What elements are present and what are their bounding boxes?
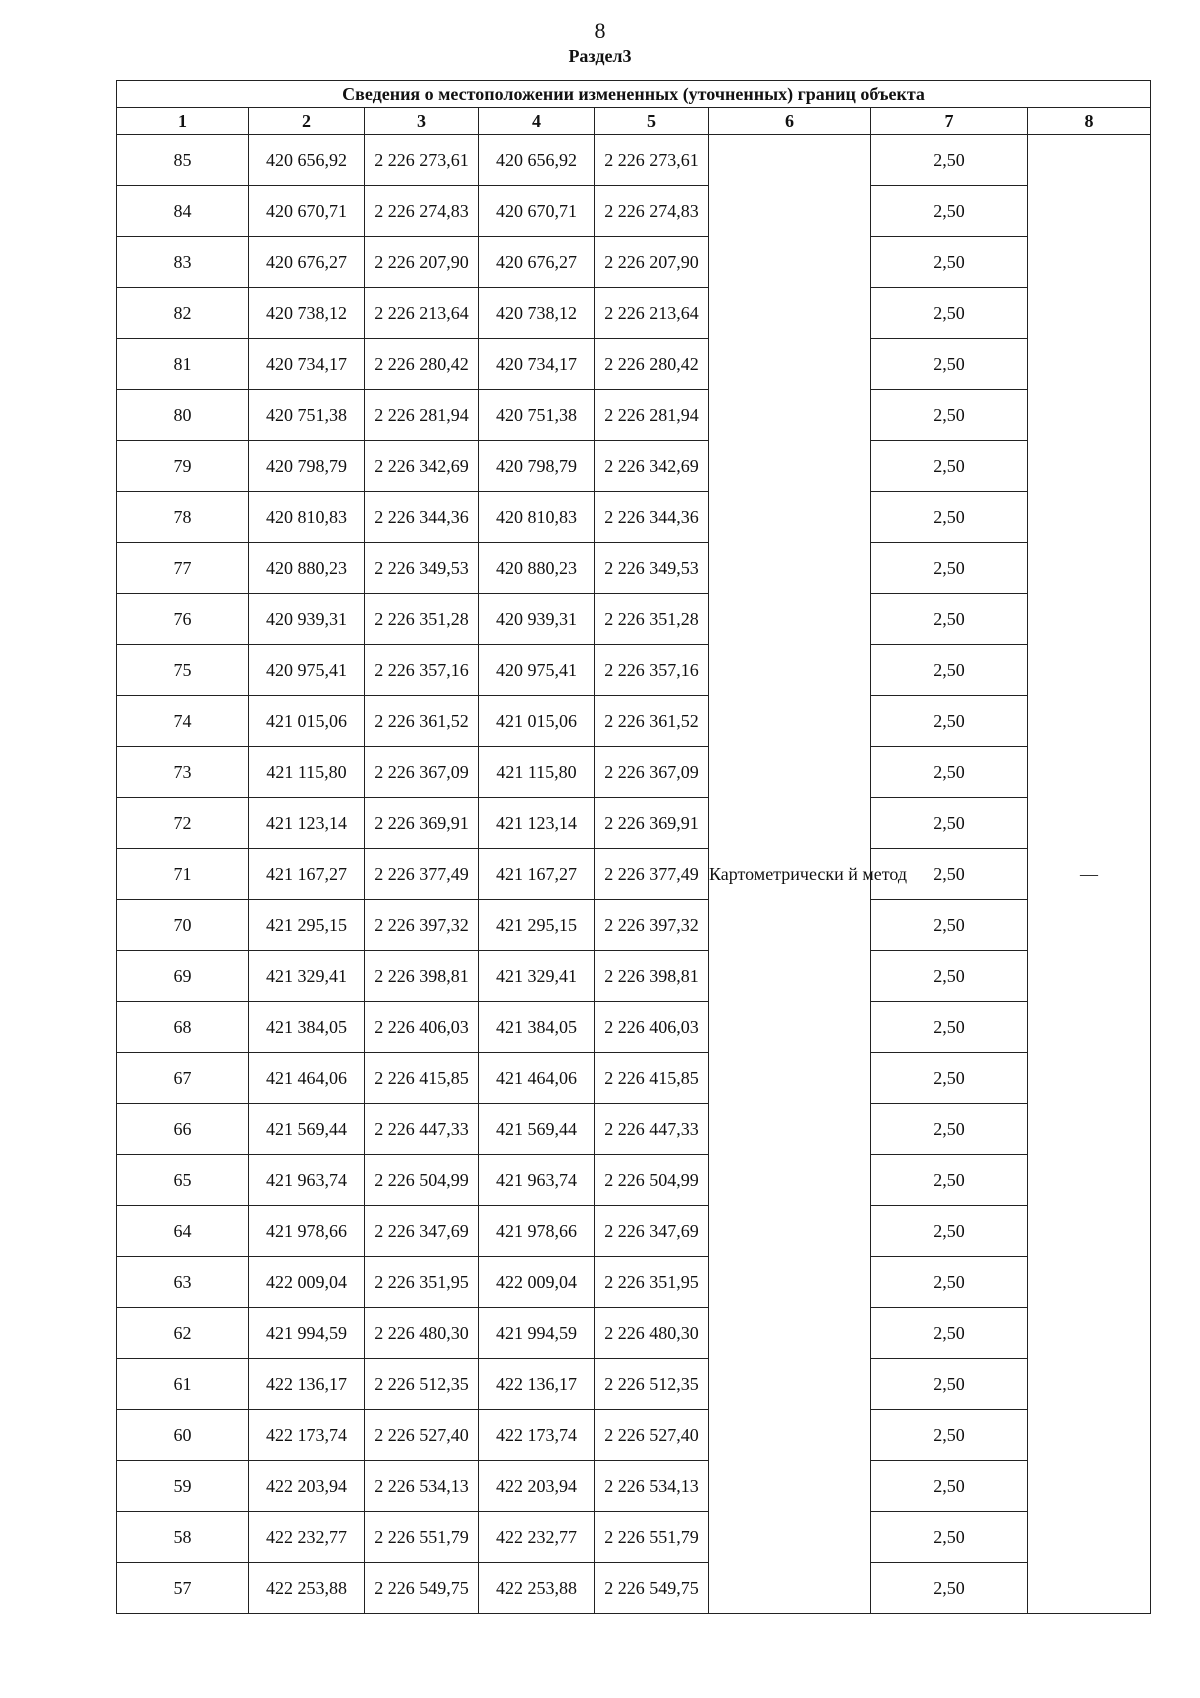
y-specified-cell: 2 226 280,42 bbox=[595, 339, 709, 390]
x-existing-cell: 420 939,31 bbox=[249, 594, 365, 645]
x-specified-cell: 420 751,38 bbox=[479, 390, 595, 441]
x-existing-cell: 420 975,41 bbox=[249, 645, 365, 696]
point-number-cell: 77 bbox=[117, 543, 249, 594]
y-existing-cell: 2 226 344,36 bbox=[365, 492, 479, 543]
table-body bbox=[117, 135, 1151, 1614]
y-existing-cell: 2 226 549,75 bbox=[365, 1563, 479, 1614]
x-existing-cell: 420 676,27 bbox=[249, 237, 365, 288]
x-specified-cell: 420 676,27 bbox=[479, 237, 595, 288]
point-number-cell: 69 bbox=[117, 951, 249, 1002]
y-specified-cell: 2 226 273,61 bbox=[595, 135, 709, 186]
table-row bbox=[117, 1257, 1151, 1308]
y-existing-cell: 2 226 273,61 bbox=[365, 135, 479, 186]
y-specified-cell: 2 226 361,52 bbox=[595, 696, 709, 747]
y-specified-cell: 2 226 527,40 bbox=[595, 1410, 709, 1461]
y-specified-cell: 2 226 349,53 bbox=[595, 543, 709, 594]
x-existing-cell: 421 167,27 bbox=[249, 849, 365, 900]
x-existing-cell: 420 880,23 bbox=[249, 543, 365, 594]
section-title: Раздел3 bbox=[568, 46, 632, 66]
accuracy-cell: 2,50 bbox=[871, 492, 1028, 543]
x-specified-cell: 422 173,74 bbox=[479, 1410, 595, 1461]
point-number-cell: 72 bbox=[117, 798, 249, 849]
y-existing-cell: 2 226 480,30 bbox=[365, 1308, 479, 1359]
table-row bbox=[117, 900, 1151, 951]
table-row bbox=[117, 798, 1151, 849]
accuracy-cell: 2,50 bbox=[871, 390, 1028, 441]
point-number-cell: 84 bbox=[117, 186, 249, 237]
y-existing-cell: 2 226 274,83 bbox=[365, 186, 479, 237]
y-existing-cell: 2 226 342,69 bbox=[365, 441, 479, 492]
y-specified-cell: 2 226 213,64 bbox=[595, 288, 709, 339]
x-existing-cell: 420 798,79 bbox=[249, 441, 365, 492]
accuracy-cell: 2,50 bbox=[871, 951, 1028, 1002]
point-number-cell: 82 bbox=[117, 288, 249, 339]
accuracy-cell: 2,50 bbox=[871, 849, 1028, 900]
x-specified-cell: 422 232,77 bbox=[479, 1512, 595, 1563]
y-specified-cell: 2 226 534,13 bbox=[595, 1461, 709, 1512]
point-number-cell: 79 bbox=[117, 441, 249, 492]
x-specified-cell: 420 670,71 bbox=[479, 186, 595, 237]
y-existing-cell: 2 226 534,13 bbox=[365, 1461, 479, 1512]
point-number-cell: 59 bbox=[117, 1461, 249, 1512]
y-existing-cell: 2 226 207,90 bbox=[365, 237, 479, 288]
x-existing-cell: 421 015,06 bbox=[249, 696, 365, 747]
y-existing-cell: 2 226 369,91 bbox=[365, 798, 479, 849]
x-specified-cell: 420 734,17 bbox=[479, 339, 595, 390]
y-specified-cell: 2 226 551,79 bbox=[595, 1512, 709, 1563]
y-specified-cell: 2 226 377,49 bbox=[595, 849, 709, 900]
column-number: 6 bbox=[709, 108, 871, 135]
point-number-cell: 81 bbox=[117, 339, 249, 390]
point-number-cell: 68 bbox=[117, 1002, 249, 1053]
x-existing-cell: 422 253,88 bbox=[249, 1563, 365, 1614]
x-specified-cell: 421 963,74 bbox=[479, 1155, 595, 1206]
accuracy-cell: 2,50 bbox=[871, 1461, 1028, 1512]
x-specified-cell: 422 253,88 bbox=[479, 1563, 595, 1614]
accuracy-cell: 2,50 bbox=[871, 1359, 1028, 1410]
point-number-cell: 66 bbox=[117, 1104, 249, 1155]
column-number: 4 bbox=[479, 108, 595, 135]
y-specified-cell: 2 226 504,99 bbox=[595, 1155, 709, 1206]
y-specified-cell: 2 226 369,91 bbox=[595, 798, 709, 849]
y-existing-cell: 2 226 447,33 bbox=[365, 1104, 479, 1155]
accuracy-cell: 2,50 bbox=[871, 1002, 1028, 1053]
table-row bbox=[117, 390, 1151, 441]
accuracy-cell: 2,50 bbox=[871, 900, 1028, 951]
y-specified-cell: 2 226 367,09 bbox=[595, 747, 709, 798]
x-existing-cell: 422 136,17 bbox=[249, 1359, 365, 1410]
table-row bbox=[117, 492, 1151, 543]
accuracy-cell: 2,50 bbox=[871, 543, 1028, 594]
y-existing-cell: 2 226 512,35 bbox=[365, 1359, 479, 1410]
table-row bbox=[117, 135, 1151, 186]
y-existing-cell: 2 226 397,32 bbox=[365, 900, 479, 951]
y-specified-cell: 2 226 397,32 bbox=[595, 900, 709, 951]
x-specified-cell: 421 015,06 bbox=[479, 696, 595, 747]
accuracy-cell: 2,50 bbox=[871, 1410, 1028, 1461]
y-specified-cell: 2 226 512,35 bbox=[595, 1359, 709, 1410]
point-number-cell: 78 bbox=[117, 492, 249, 543]
y-existing-cell: 2 226 398,81 bbox=[365, 951, 479, 1002]
x-existing-cell: 421 464,06 bbox=[249, 1053, 365, 1104]
y-existing-cell: 2 226 406,03 bbox=[365, 1002, 479, 1053]
x-existing-cell: 420 670,71 bbox=[249, 186, 365, 237]
column-number: 5 bbox=[595, 108, 709, 135]
point-number-cell: 74 bbox=[117, 696, 249, 747]
table-row bbox=[117, 1308, 1151, 1359]
x-specified-cell: 420 939,31 bbox=[479, 594, 595, 645]
x-specified-cell: 421 295,15 bbox=[479, 900, 595, 951]
point-number-cell: 70 bbox=[117, 900, 249, 951]
y-existing-cell: 2 226 367,09 bbox=[365, 747, 479, 798]
accuracy-cell: 2,50 bbox=[871, 1104, 1028, 1155]
x-specified-cell: 420 798,79 bbox=[479, 441, 595, 492]
x-specified-cell: 421 994,59 bbox=[479, 1308, 595, 1359]
table-row bbox=[117, 1002, 1151, 1053]
y-existing-cell: 2 226 357,16 bbox=[365, 645, 479, 696]
accuracy-cell: 2,50 bbox=[871, 288, 1028, 339]
accuracy-cell: 2,50 bbox=[871, 696, 1028, 747]
x-specified-cell: 421 978,66 bbox=[479, 1206, 595, 1257]
y-existing-cell: 2 226 281,94 bbox=[365, 390, 479, 441]
table-row bbox=[117, 1512, 1151, 1563]
y-existing-cell: 2 226 347,69 bbox=[365, 1206, 479, 1257]
x-existing-cell: 420 656,92 bbox=[249, 135, 365, 186]
table-row bbox=[117, 951, 1151, 1002]
y-specified-cell: 2 226 357,16 bbox=[595, 645, 709, 696]
page-number: 8 bbox=[594, 18, 606, 43]
column-number: 7 bbox=[871, 108, 1028, 135]
accuracy-cell: 2,50 bbox=[871, 1206, 1028, 1257]
x-existing-cell: 421 329,41 bbox=[249, 951, 365, 1002]
y-specified-cell: 2 226 344,36 bbox=[595, 492, 709, 543]
table-row bbox=[117, 339, 1151, 390]
accuracy-cell: 2,50 bbox=[871, 1155, 1028, 1206]
table-row bbox=[117, 543, 1151, 594]
y-existing-cell: 2 226 349,53 bbox=[365, 543, 479, 594]
table-row bbox=[117, 1461, 1151, 1512]
y-existing-cell: 2 226 377,49 bbox=[365, 849, 479, 900]
y-existing-cell: 2 226 504,99 bbox=[365, 1155, 479, 1206]
table-row bbox=[117, 696, 1151, 747]
point-number-cell: 76 bbox=[117, 594, 249, 645]
table-row bbox=[117, 849, 1151, 900]
point-number-cell: 65 bbox=[117, 1155, 249, 1206]
table-row bbox=[117, 1359, 1151, 1410]
x-existing-cell: 421 963,74 bbox=[249, 1155, 365, 1206]
table-row bbox=[117, 1155, 1151, 1206]
x-existing-cell: 422 232,77 bbox=[249, 1512, 365, 1563]
y-specified-cell: 2 226 447,33 bbox=[595, 1104, 709, 1155]
point-number-cell: 58 bbox=[117, 1512, 249, 1563]
x-specified-cell: 422 203,94 bbox=[479, 1461, 595, 1512]
point-number-cell: 57 bbox=[117, 1563, 249, 1614]
x-existing-cell: 420 738,12 bbox=[249, 288, 365, 339]
x-existing-cell: 421 384,05 bbox=[249, 1002, 365, 1053]
x-existing-cell: 422 203,94 bbox=[249, 1461, 365, 1512]
x-specified-cell: 422 136,17 bbox=[479, 1359, 595, 1410]
x-specified-cell: 421 569,44 bbox=[479, 1104, 595, 1155]
x-existing-cell: 420 810,83 bbox=[249, 492, 365, 543]
y-specified-cell: 2 226 281,94 bbox=[595, 390, 709, 441]
accuracy-cell: 2,50 bbox=[871, 798, 1028, 849]
point-number-cell: 63 bbox=[117, 1257, 249, 1308]
accuracy-cell: 2,50 bbox=[871, 1257, 1028, 1308]
accuracy-cell: 2,50 bbox=[871, 441, 1028, 492]
boundary-coordinates-table bbox=[116, 80, 1151, 1614]
point-number-cell: 67 bbox=[117, 1053, 249, 1104]
y-existing-cell: 2 226 280,42 bbox=[365, 339, 479, 390]
x-specified-cell: 421 123,14 bbox=[479, 798, 595, 849]
y-existing-cell: 2 226 415,85 bbox=[365, 1053, 479, 1104]
point-number-cell: 60 bbox=[117, 1410, 249, 1461]
x-specified-cell: 420 880,23 bbox=[479, 543, 595, 594]
x-specified-cell: 421 329,41 bbox=[479, 951, 595, 1002]
x-specified-cell: 421 464,06 bbox=[479, 1053, 595, 1104]
method-cell: Картометрически й метод bbox=[709, 135, 871, 1614]
x-existing-cell: 421 123,14 bbox=[249, 798, 365, 849]
column-number: 3 bbox=[365, 108, 479, 135]
x-existing-cell: 421 994,59 bbox=[249, 1308, 365, 1359]
x-specified-cell: 420 975,41 bbox=[479, 645, 595, 696]
accuracy-cell: 2,50 bbox=[871, 1563, 1028, 1614]
table-row bbox=[117, 237, 1151, 288]
note-cell: — bbox=[1028, 135, 1151, 1614]
point-number-cell: 71 bbox=[117, 849, 249, 900]
accuracy-cell: 2,50 bbox=[871, 594, 1028, 645]
y-existing-cell: 2 226 527,40 bbox=[365, 1410, 479, 1461]
y-specified-cell: 2 226 480,30 bbox=[595, 1308, 709, 1359]
y-specified-cell: 2 226 549,75 bbox=[595, 1563, 709, 1614]
x-existing-cell: 422 173,74 bbox=[249, 1410, 365, 1461]
table-row bbox=[117, 1410, 1151, 1461]
point-number-cell: 61 bbox=[117, 1359, 249, 1410]
y-specified-cell: 2 226 274,83 bbox=[595, 186, 709, 237]
y-specified-cell: 2 226 398,81 bbox=[595, 951, 709, 1002]
table-row bbox=[117, 1206, 1151, 1257]
table-row bbox=[117, 594, 1151, 645]
x-existing-cell: 420 751,38 bbox=[249, 390, 365, 441]
accuracy-cell: 2,50 bbox=[871, 1053, 1028, 1104]
table-row bbox=[117, 645, 1151, 696]
y-existing-cell: 2 226 361,52 bbox=[365, 696, 479, 747]
accuracy-cell: 2,50 bbox=[871, 1512, 1028, 1563]
y-specified-cell: 2 226 406,03 bbox=[595, 1002, 709, 1053]
y-existing-cell: 2 226 351,95 bbox=[365, 1257, 479, 1308]
accuracy-cell: 2,50 bbox=[871, 135, 1028, 186]
accuracy-cell: 2,50 bbox=[871, 747, 1028, 798]
column-number: 2 bbox=[249, 108, 365, 135]
y-specified-cell: 2 226 351,28 bbox=[595, 594, 709, 645]
accuracy-cell: 2,50 bbox=[871, 1308, 1028, 1359]
x-existing-cell: 422 009,04 bbox=[249, 1257, 365, 1308]
point-number-cell: 80 bbox=[117, 390, 249, 441]
x-specified-cell: 420 810,83 bbox=[479, 492, 595, 543]
x-specified-cell: 421 115,80 bbox=[479, 747, 595, 798]
x-specified-cell: 421 384,05 bbox=[479, 1002, 595, 1053]
x-specified-cell: 420 656,92 bbox=[479, 135, 595, 186]
point-number-cell: 64 bbox=[117, 1206, 249, 1257]
table-caption: Сведения о местоположении измененных (уточненных) границ объекта bbox=[117, 81, 1151, 108]
accuracy-cell: 2,50 bbox=[871, 645, 1028, 696]
y-specified-cell: 2 226 415,85 bbox=[595, 1053, 709, 1104]
point-number-cell: 83 bbox=[117, 237, 249, 288]
y-specified-cell: 2 226 347,69 bbox=[595, 1206, 709, 1257]
table-row bbox=[117, 186, 1151, 237]
table-row bbox=[117, 288, 1151, 339]
column-number: 1 bbox=[117, 108, 249, 135]
y-existing-cell: 2 226 351,28 bbox=[365, 594, 479, 645]
point-number-cell: 85 bbox=[117, 135, 249, 186]
accuracy-cell: 2,50 bbox=[871, 339, 1028, 390]
y-specified-cell: 2 226 207,90 bbox=[595, 237, 709, 288]
column-number: 8 bbox=[1028, 108, 1151, 135]
x-existing-cell: 421 569,44 bbox=[249, 1104, 365, 1155]
y-specified-cell: 2 226 351,95 bbox=[595, 1257, 709, 1308]
y-existing-cell: 2 226 213,64 bbox=[365, 288, 479, 339]
point-number-cell: 62 bbox=[117, 1308, 249, 1359]
x-existing-cell: 421 978,66 bbox=[249, 1206, 365, 1257]
x-specified-cell: 420 738,12 bbox=[479, 288, 595, 339]
y-existing-cell: 2 226 551,79 bbox=[365, 1512, 479, 1563]
table-row bbox=[117, 1053, 1151, 1104]
accuracy-cell: 2,50 bbox=[871, 237, 1028, 288]
point-number-cell: 73 bbox=[117, 747, 249, 798]
x-existing-cell: 420 734,17 bbox=[249, 339, 365, 390]
x-existing-cell: 421 295,15 bbox=[249, 900, 365, 951]
y-specified-cell: 2 226 342,69 bbox=[595, 441, 709, 492]
point-number-cell: 75 bbox=[117, 645, 249, 696]
column-number-row bbox=[117, 108, 1151, 135]
table-row bbox=[117, 1563, 1151, 1614]
x-specified-cell: 422 009,04 bbox=[479, 1257, 595, 1308]
table-row bbox=[117, 1104, 1151, 1155]
x-existing-cell: 421 115,80 bbox=[249, 747, 365, 798]
table-row bbox=[117, 747, 1151, 798]
accuracy-cell: 2,50 bbox=[871, 186, 1028, 237]
table-row bbox=[117, 441, 1151, 492]
x-specified-cell: 421 167,27 bbox=[479, 849, 595, 900]
